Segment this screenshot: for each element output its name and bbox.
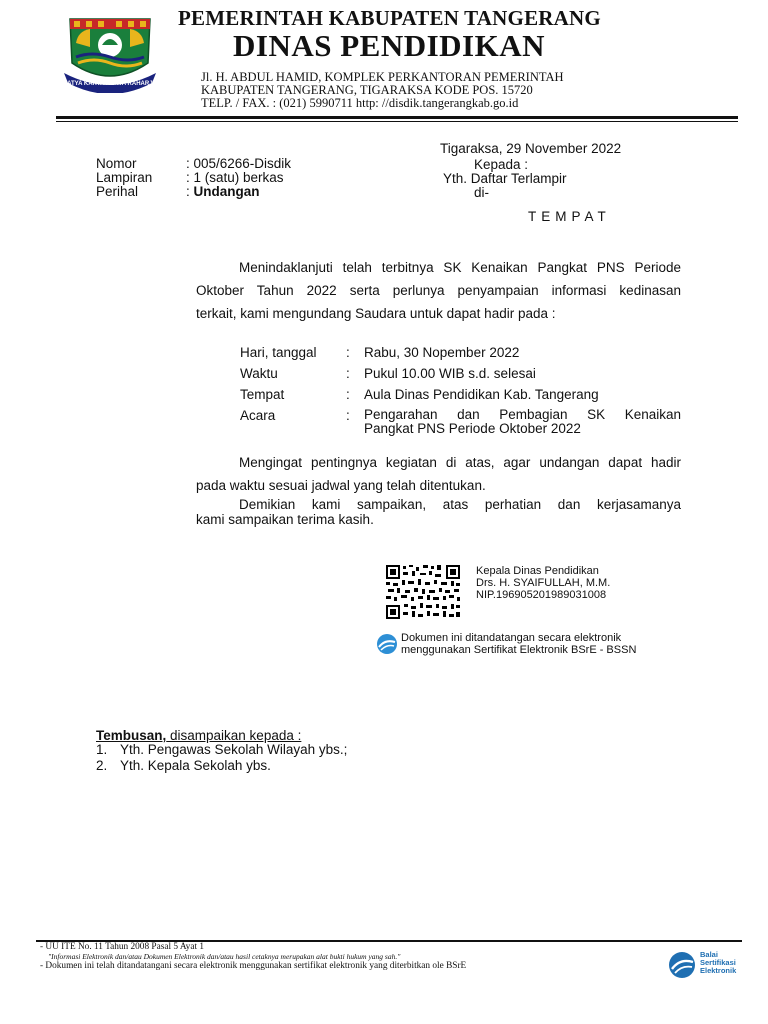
signatory-nip: NIP.196905201989031008 [476, 589, 607, 601]
schedule-label: Waktu [240, 366, 278, 381]
cc-list [96, 742, 347, 774]
schedule-colons [346, 342, 350, 426]
bsre-logo-icon [668, 951, 696, 979]
schedule-colon: : [346, 345, 350, 360]
esign-notice: Dokumen ini ditandatangan secara elektronik [401, 632, 622, 644]
meta-value-nomor: : 005/6266-Disdik [186, 156, 292, 171]
contact-line: TELP. / FAX. : (021) 5990711 http: //disdik.tangerangkab.go.id [201, 96, 519, 110]
closing-paragraph: Demikian kami sampaikan, atas perhatian dan kerjasamanya kami sampaikan terima kasih. [196, 497, 681, 527]
meta-label-perihal: Perihal [96, 184, 139, 199]
letter-meta-values [186, 157, 291, 199]
footer-esign-statement: - Dokumen ini telah ditandatangani secara elektronik menggunakan sertifikat elektronik yang diterbitkan ole BSrE [40, 961, 467, 971]
agency-name: DINAS PENDIDIKAN [233, 28, 546, 63]
recipient-heading: Kepada : [474, 157, 529, 172]
meta-label-nomor: Nomor [96, 156, 137, 171]
signatory-title: Kepala Dinas Pendidikan [476, 565, 599, 577]
reminder-paragraph: Mengingat pentingnya kegiatan di atas, agar undangan dapat hadir pada waktu sesuai jadwal yang telah ditentukan. [196, 455, 681, 493]
schedule-values [364, 342, 681, 436]
schedule-label: Hari, tanggal [240, 345, 317, 360]
intro-paragraph: Menindaklanjuti telah terbitnya SK Kenaikan Pangkat PNS Periode Oktober Tahun 2022 serta perlunya penyampaian informasi kedinasan terkait, kami mengundang Saudara untuk dapat hadir pada : [196, 260, 681, 321]
place-date: Tigaraksa, 29 November 2022 [440, 141, 622, 156]
recipient-di: di- [474, 185, 490, 200]
meta-value-lampiran: : 1 (satu) berkas [186, 170, 284, 185]
cc-heading-bold: Tembusan, [96, 728, 167, 743]
letterhead-divider [56, 116, 738, 119]
meta-value-perihal: : Undangan [186, 184, 260, 199]
schedule-labels [240, 342, 317, 426]
address-line: KABUPATEN TANGERANG, TIGARAKSA KODE POS. 15720 [201, 83, 533, 97]
footer-law-quote: "Informasi Elektronik dan/atau Dokumen Elektronik dan/atau hasil cetaknya merupakan alat bukti hukum yang sah." [48, 952, 401, 961]
cc-heading [96, 728, 301, 743]
schedule-value-time: Pukul 10.00 WIB s.d. selesai [364, 366, 536, 381]
esign-notice: menggunakan Sertifikat Elektronik BSrE - BSSN [401, 644, 637, 656]
schedule-value-date: Rabu, 30 Nopember 2022 [364, 345, 520, 360]
signatory-name: Drs. H. SYAIFULLAH, M.M. [476, 577, 611, 589]
bsre-icon [376, 633, 398, 655]
cc-heading-rest: disampaikan kepada : [166, 728, 302, 743]
subject-text: Undangan [193, 184, 260, 199]
schedule-label: Acara [240, 408, 276, 423]
schedule-value-place: Aula Dinas Pendidikan Kab. Tangerang [364, 387, 599, 402]
government-name: PEMERINTAH KABUPATEN TANGERANG [178, 6, 601, 30]
recipient: Yth. Daftar Terlampir [443, 171, 567, 186]
schedule-value-agenda: Pengarahan dan Pembagian SK Kenaikan Pangkat PNS Periode Oktober 2022 [364, 407, 681, 436]
footer-law-reference: - UU ITE No. 11 Tahun 2008 Pasal 5 Ayat 1 [40, 942, 205, 952]
list-item: 2. Yth. Kepala Sekolah ybs. [96, 758, 271, 773]
schedule-colon: : [346, 366, 350, 381]
address-line: Jl. H. ABDUL HAMID, KOMPLEK PERKANTORAN PEMERINTAH [201, 70, 564, 84]
schedule-colon: : [346, 387, 350, 402]
list-item: 1. Yth. Pengawas Sekolah Wilayah ybs.; [96, 742, 348, 757]
letter-meta-labels [96, 157, 152, 199]
recipient-place: TEMPAT [528, 209, 611, 224]
letterhead-divider-thin [56, 121, 738, 122]
meta-label-lampiran: Lampiran [96, 170, 153, 185]
bsre-logo-text: Balai Sertifikasi Elektronik [700, 950, 737, 975]
schedule-label: Tempat [240, 387, 285, 402]
kabupaten-tangerang-logo [62, 13, 158, 93]
schedule-colon: : [346, 408, 350, 423]
svg-text:SATYA KARYA KERTA RAHARJA: SATYA KARYA KERTA RAHARJA [63, 81, 157, 87]
qr-code-icon [385, 564, 461, 620]
